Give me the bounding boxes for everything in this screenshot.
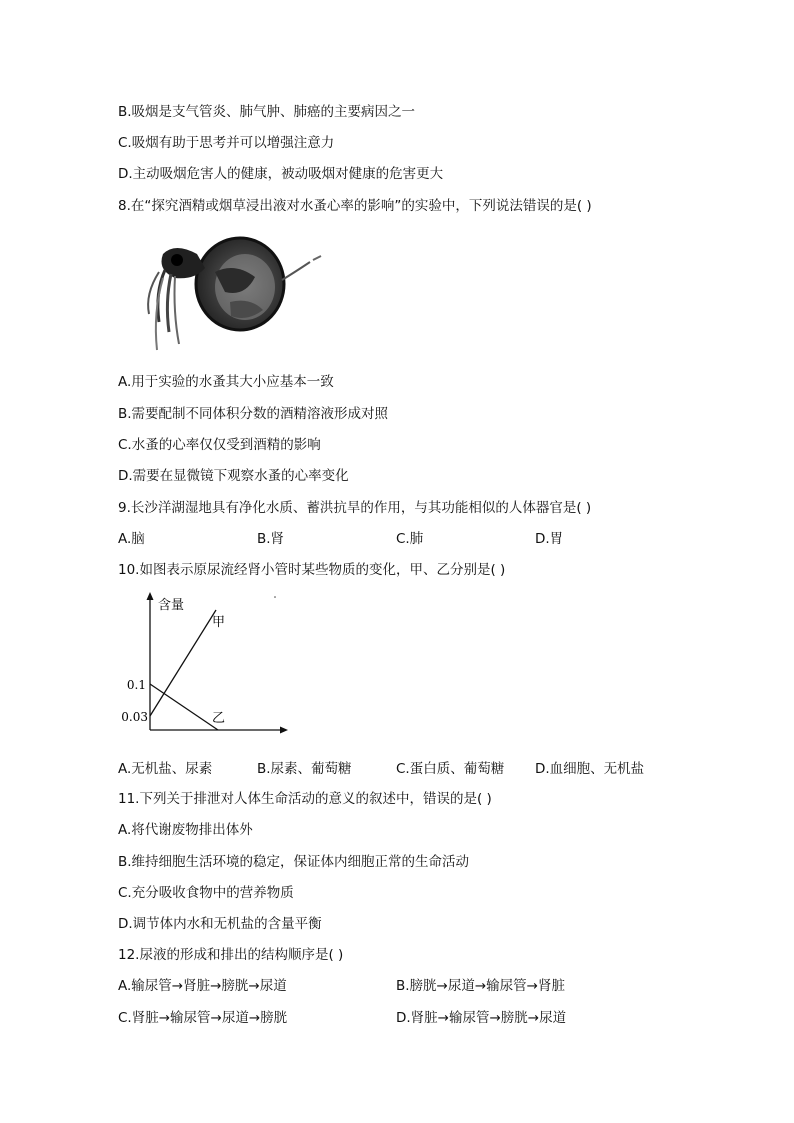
q10-option-a: A.无机盐、尿素	[118, 761, 213, 777]
content-graph	[112, 590, 292, 740]
q10-stem: 10.如图表示原尿流经肾小管时某些物质的变化，甲、乙分别是( )	[118, 562, 506, 578]
q11-stem: 11.下列关于排泄对人体生命活动的意义的叙述中，错误的是( )	[118, 791, 492, 807]
q8-option-b: B.需要配制不同体积分数的酒精溶液形成对照	[118, 406, 389, 422]
line-jia	[150, 610, 216, 716]
q11-option-c: C.充分吸收食物中的营养物质	[118, 885, 294, 901]
q7-option-c: C.吸烟有助于思考并可以增强注意力	[118, 135, 335, 151]
q9-option-d: D.胃	[535, 531, 564, 547]
water-flea-illustration	[135, 232, 335, 360]
tick-0.03: 0.03	[121, 710, 148, 724]
q11-option-a: A.将代谢废物排出体外	[118, 822, 253, 838]
q10-graph	[112, 590, 292, 744]
y-axis-arrow	[147, 592, 154, 600]
water-flea-image	[135, 232, 335, 364]
q12-stem: 12.尿液的形成和排出的结构顺序是( )	[118, 947, 344, 963]
label-yi: 乙	[212, 711, 226, 726]
q10-option-b: B.尿素、葡萄糖	[257, 761, 352, 777]
q8-stem: 8.在“探究酒精或烟草浸出液对水蚤心率的影响”的实验中，下列说法错误的是( )	[118, 198, 592, 214]
q9-option-a: A.脑	[118, 531, 145, 547]
q12-option-c: C.肾脏→输尿管→尿道→膀胱	[118, 1010, 288, 1026]
q11-option-d: D.调节体内水和无机盐的含量平衡	[118, 916, 322, 932]
q12-option-b: B.膀胱→尿道→输尿管→肾脏	[396, 978, 565, 994]
q9-stem: 9.长沙洋湖湿地具有净化水质、蓄洪抗旱的作用，与其功能相似的人体器官是( )	[118, 500, 592, 516]
x-axis-arrow	[280, 727, 288, 734]
q7-option-b: B.吸烟是支气管炎、肺气肿、肺癌的主要病因之一	[118, 104, 416, 120]
q12-option-a: A.输尿管→肾脏→膀胱→尿道	[118, 978, 287, 994]
q12-option-d: D.肾脏→输尿管→膀胱→尿道	[396, 1010, 567, 1026]
q11-option-b: B.维持细胞生活环境的稳定，保证体内细胞正常的生命活动	[118, 854, 470, 870]
line-yi	[150, 684, 218, 730]
speck	[274, 596, 276, 598]
y-axis-label: 含量	[158, 598, 185, 613]
q8-option-a: A.用于实验的水蚤其大小应基本一致	[118, 374, 334, 390]
q9-option-c: C.肺	[396, 531, 424, 547]
q9-option-b: B.肾	[257, 531, 285, 547]
q7-option-d: D.主动吸烟危害人的健康，被动吸烟对健康的危害更大	[118, 166, 444, 182]
tick-0.1: 0.1	[126, 678, 146, 692]
label-jia: 甲	[212, 615, 226, 630]
q10-option-c: C.蛋白质、葡萄糖	[396, 761, 505, 777]
q8-option-c: C.水蚤的心率仅仅受到酒精的影响	[118, 437, 321, 453]
q8-option-d: D.需要在显微镜下观察水蚤的心率变化	[118, 468, 349, 484]
q10-option-d: D.血细胞、无机盐	[535, 761, 645, 777]
